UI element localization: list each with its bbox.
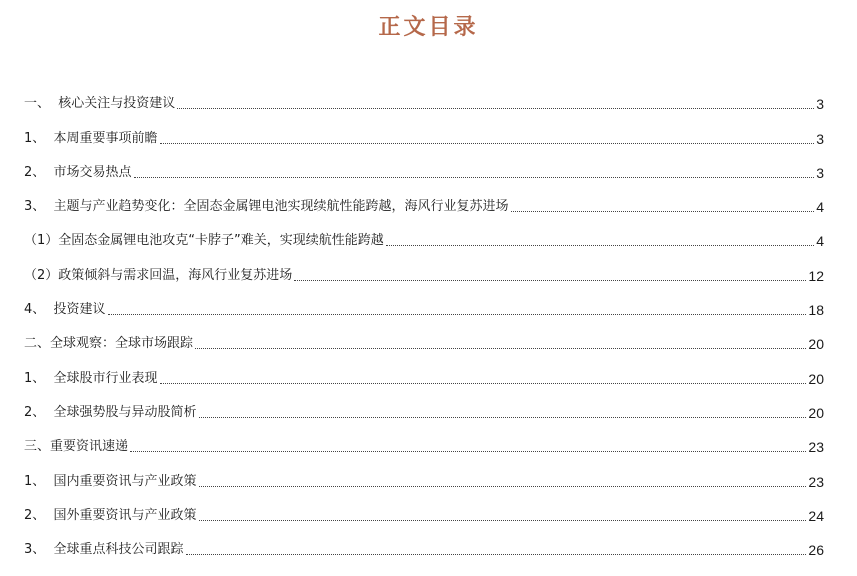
toc-entry[interactable] — [24, 257, 824, 291]
toc-entry-page: 12 — [808, 267, 824, 284]
dot-leader — [386, 245, 814, 246]
toc-entry[interactable] — [24, 292, 824, 326]
toc-entry-label: 1、 国内重要资讯与产业政策 — [24, 473, 197, 489]
dot-leader — [108, 314, 807, 315]
toc-entry[interactable] — [24, 498, 824, 532]
dot-leader — [195, 348, 806, 349]
toc-entry-page: 23 — [808, 473, 824, 490]
toc-entry-page: 20 — [808, 404, 824, 421]
toc-entry-label: 2、 国外重要资讯与产业政策 — [24, 507, 197, 523]
toc-entry-page: 23 — [808, 439, 824, 456]
toc-entry-label: 1、 本周重要事项前瞻 — [24, 130, 158, 146]
dot-leader — [130, 451, 806, 452]
dot-leader — [199, 486, 807, 487]
dot-leader — [134, 177, 815, 178]
toc-entry-page: 26 — [808, 542, 824, 559]
toc-entry[interactable] — [24, 463, 824, 497]
toc-entry-page: 3 — [816, 164, 824, 181]
toc-entry-label: 二、全球观察：全球市场跟踪 — [24, 336, 194, 352]
toc-entry[interactable] — [24, 360, 824, 394]
toc-entry-label: 3、 全球重点科技公司跟踪 — [24, 542, 184, 558]
toc-entry[interactable] — [24, 395, 824, 429]
toc-entry-label: 3、 主题与产业趋势变化：全固态金属锂电池实现续航性能跨越，海风行业复苏进场 — [24, 199, 509, 215]
dot-leader — [199, 417, 807, 418]
toc-entry-page: 4 — [816, 233, 824, 250]
toc-entry-page: 4 — [816, 199, 824, 216]
toc-entry[interactable] — [24, 155, 824, 189]
dot-leader — [160, 143, 815, 144]
toc-entry[interactable] — [24, 326, 824, 360]
toc-entry-label: （2）政策倾斜与需求回温，海风行业复苏进场 — [24, 267, 293, 283]
toc-entry[interactable] — [24, 223, 824, 257]
table-of-contents — [24, 86, 824, 566]
toc-entry-label: 三、重要资讯速递 — [24, 439, 129, 455]
toc-entry[interactable] — [24, 86, 824, 120]
dot-leader — [186, 554, 807, 555]
toc-entry-page: 3 — [816, 96, 824, 113]
toc-entry-label: 2、 全球强势股与异动股简析 — [24, 404, 197, 420]
toc-entry[interactable] — [24, 120, 824, 154]
dot-leader — [199, 520, 807, 521]
page-title: 正文目录 — [378, 14, 479, 40]
toc-entry-page: 3 — [816, 130, 824, 147]
dot-leader — [294, 280, 806, 281]
dot-leader — [511, 211, 815, 212]
dot-leader — [160, 383, 807, 384]
toc-entry[interactable] — [24, 189, 824, 223]
toc-entry-page: 20 — [808, 336, 824, 353]
toc-entry-label: （1）全固态金属锂电池攻克“卡脖子”难关，实现续航性能跨越 — [24, 233, 384, 249]
dot-leader — [177, 108, 814, 109]
toc-entry[interactable] — [24, 429, 824, 463]
toc-entry-label: 1、 全球股市行业表现 — [24, 370, 158, 386]
toc-entry-label: 2、 市场交易热点 — [24, 164, 132, 180]
toc-entry-page: 20 — [808, 370, 824, 387]
toc-entry-label: 4、 投资建议 — [24, 302, 106, 318]
toc-entry[interactable] — [24, 532, 824, 566]
toc-entry-page: 18 — [808, 302, 824, 319]
toc-entry-label: 一、 核心关注与投资建议 — [24, 96, 176, 112]
toc-entry-page: 24 — [808, 507, 824, 524]
